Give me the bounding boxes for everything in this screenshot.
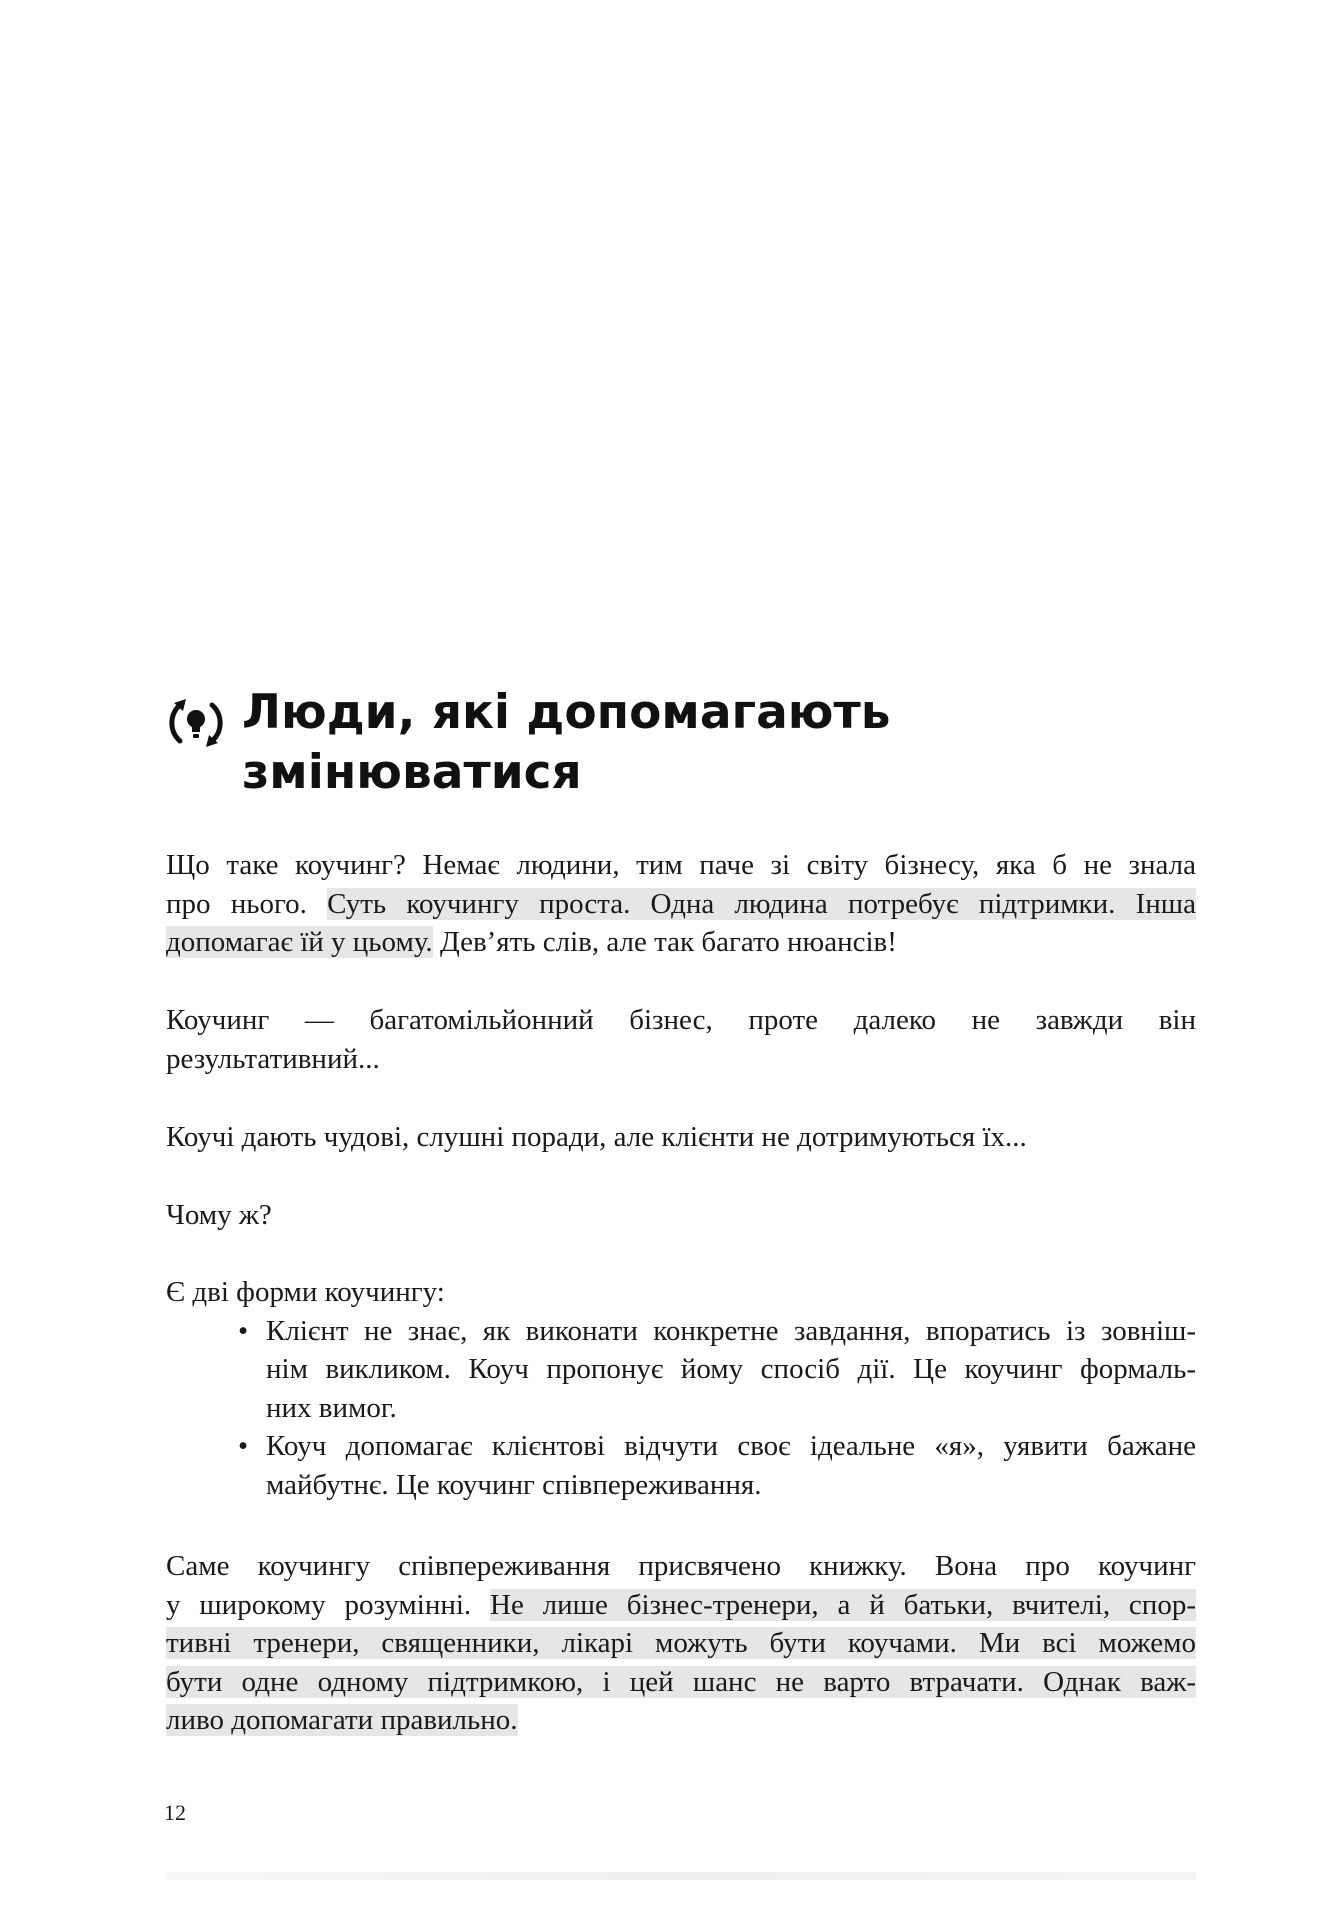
paragraph-4 <box>166 1196 1196 1235</box>
plain-text: про нього. <box>166 887 328 920</box>
text-line: Що таке коучинг? Немає людини, тим паче зі світу бізнесу, яка б не знала <box>166 849 1196 881</box>
plain-text: Дев’ять слів, але так багато нюансів! <box>432 926 897 958</box>
paragraph-1 <box>166 846 1196 962</box>
paragraph-3 <box>166 1118 1196 1157</box>
text-line <box>166 1701 1196 1740</box>
paragraph-2 <box>166 1001 1196 1078</box>
bullet-list <box>166 1312 1196 1505</box>
chapter-title-line: змінюватися <box>242 745 582 800</box>
highlighted-text: допомагає їй у цьому. <box>166 926 433 958</box>
text-line <box>166 1663 1196 1702</box>
highlighted-text: Не лише бізнес-тренери, а й батьки, вчителі, спор- <box>490 1588 1196 1621</box>
text-line <box>166 1624 1196 1663</box>
list-intro: Є дві форми коучингу: <box>166 1276 445 1308</box>
highlighted-text: бути одне одному підтримкою, і цей шанс не варто втрачати. Однак важ- <box>166 1665 1196 1698</box>
text-line: Коучі дають чудові, слушні поради, але клієнти не дотримуються їх... <box>166 1121 1027 1153</box>
text-line <box>166 923 1196 962</box>
text-line <box>166 1586 1196 1625</box>
bullet-marker: • <box>238 1430 249 1462</box>
text-line: Коучинг — багатомільйонний бізнес, проте далеко не завжди він <box>166 1004 1196 1036</box>
text-line: майбутнє. Це коучинг співпереживання. <box>266 1468 762 1501</box>
highlighted-text: тивні тренери, священники, лікарі можуть бути коучами. Ми всі можемо <box>166 1627 1196 1659</box>
bullet-marker: • <box>238 1314 249 1347</box>
paragraph-5 <box>166 1273 1196 1504</box>
text-line: результативний... <box>166 1042 380 1075</box>
text-line: Саме коучингу співпереживання присвячено книжку. Вона про коучинг <box>166 1550 1196 1582</box>
bottom-edge-bar <box>166 1872 1196 1880</box>
page-number: 12 <box>164 1800 186 1825</box>
list-item <box>166 1312 1196 1428</box>
text-line: Коуч допомагає клієнтові відчути своє ідеальне «я», уявити бажане <box>266 1430 1196 1462</box>
text-line: Чому ж? <box>166 1199 272 1231</box>
paragraph-6 <box>166 1547 1196 1740</box>
highlighted-text: ливо допомагати правильно. <box>166 1704 518 1736</box>
highlighted-text: Суть коучингу проста. Одна людина потребує підтримки. Інша <box>327 887 1197 920</box>
text-line: нім викликом. Коуч пропонує йому спосіб дії. Це коучинг формаль- <box>266 1353 1196 1385</box>
chapter-title-line: Люди, які допомагають <box>242 685 891 740</box>
text-line <box>166 885 1196 924</box>
plain-text: у широкому розумінні. <box>166 1588 491 1621</box>
list-item <box>166 1427 1196 1504</box>
lightbulb-cycle-icon <box>166 693 226 753</box>
text-line: них вимог. <box>266 1391 397 1424</box>
chapter-title <box>242 683 1142 803</box>
text-line: Клієнт не знає, як виконати конкретне завдання, впоратись із зовніш- <box>266 1314 1196 1347</box>
